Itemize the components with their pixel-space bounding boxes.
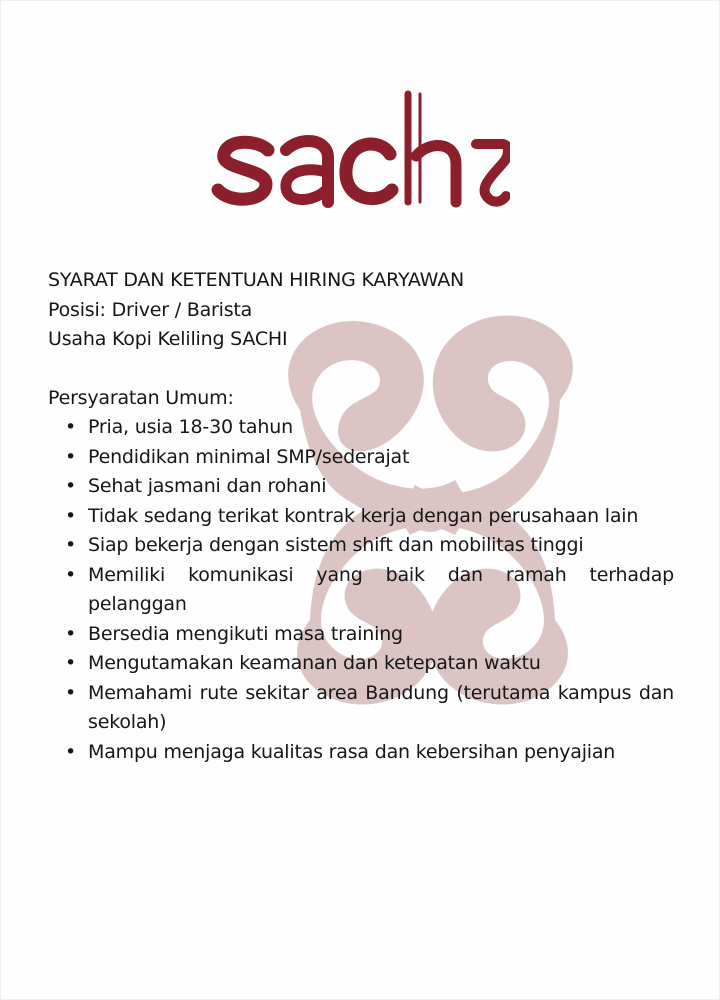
list-item-text: Mengutamakan keamanan dan ketepatan waktu <box>88 652 541 674</box>
list-item-text: Tidak sedang terikat kontrak kerja dengan perusahaan lain <box>88 504 639 527</box>
list-item <box>48 679 674 738</box>
bullet-mark: • <box>65 681 77 704</box>
bullet-mark: • <box>65 504 77 527</box>
list-item-text: Memahami rute sekitar area Bandung (terutama kampus dan sekolah) <box>88 681 674 733</box>
list-item <box>48 443 674 473</box>
list-item-text: Pria, usia 18-30 tahun <box>88 416 293 438</box>
list-item-text: Siap bekerja dengan sistem shift dan mobilitas tinggi <box>88 534 584 556</box>
list-item <box>48 620 674 650</box>
list-item-text: Pendidikan minimal SMP/sederajat <box>88 445 410 468</box>
list-item <box>48 413 674 443</box>
list-item <box>48 561 674 620</box>
requirements-content <box>48 266 674 767</box>
bullet-mark: • <box>65 740 77 763</box>
list-item-text: Memiliki komunikasi yang baik dan ramah terhadap pelanggan <box>88 563 674 615</box>
business-line: Usaha Kopi Keliling SACHI <box>48 328 288 350</box>
list-item <box>48 738 674 768</box>
section-title: Persyaratan Umum: <box>48 386 234 409</box>
bullet-mark: • <box>65 475 77 497</box>
list-item-text: Sehat jasmani dan rohani <box>88 475 327 497</box>
list-item <box>48 649 674 679</box>
list-item-text: Mampu menjaga kualitas rasa dan kebersihan penyajian <box>88 740 616 763</box>
bullet-mark: • <box>65 563 77 586</box>
bullet-mark: • <box>65 416 77 438</box>
bullet-mark: • <box>65 652 77 674</box>
sachi-logo <box>210 80 510 210</box>
bullet-mark: • <box>65 445 77 468</box>
position-line: Posisi: Driver / Barista <box>48 298 253 321</box>
bullet-mark: • <box>65 622 77 645</box>
list-item <box>48 502 674 532</box>
document-title: SYARAT DAN KETENTUAN HIRING KARYAWAN <box>48 269 465 291</box>
list-item <box>48 531 674 561</box>
requirements-list <box>48 413 674 767</box>
bullet-mark: • <box>65 534 77 556</box>
list-item <box>48 472 674 502</box>
list-item-text: Bersedia mengikuti masa training <box>88 622 403 645</box>
